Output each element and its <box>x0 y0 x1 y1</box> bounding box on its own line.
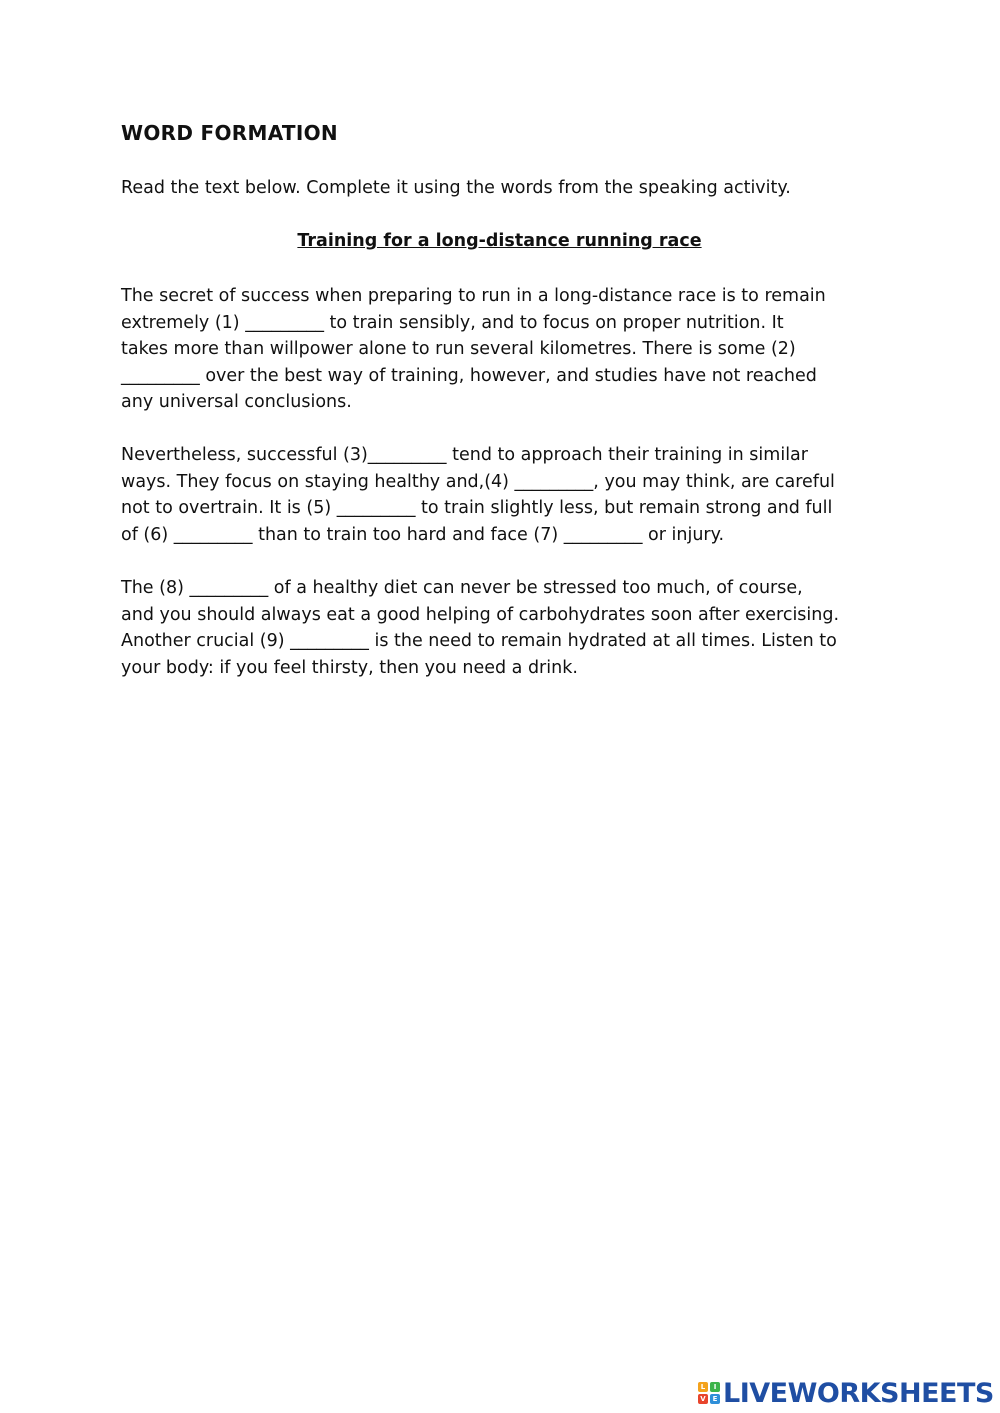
text-title: Training for a long-distance running race <box>297 231 702 251</box>
paragraph-line: not to overtrain. It is (5) _________ to train slightly less, but remain strong and full <box>121 498 833 518</box>
paragraph-line: The (8) _________ of a healthy diet can never be stressed too much, of course, <box>121 578 803 598</box>
paragraph-line: ways. They focus on staying healthy and,(4) _________, you may think, are careful <box>121 471 835 492</box>
logo-mark-tile: L <box>698 1382 708 1392</box>
paragraph-line: _________ over the best way of training, however, and studies have not reached <box>121 365 817 386</box>
liveworksheets-logo-icon <box>698 1382 720 1404</box>
worksheet-instructions: Read the text below. Complete it using the words from the speaking activity. <box>121 178 791 198</box>
paragraph-line: Nevertheless, successful (3)_________ tend to approach their training in similar <box>121 445 808 465</box>
paragraph-line: The secret of success when preparing to run in a long-distance race is to remain <box>121 286 826 306</box>
paragraph-2 <box>121 442 835 548</box>
logo-text: LIVEWORKSHEETS <box>723 1377 994 1409</box>
paragraph-line: extremely (1) _________ to train sensibly, and to focus on proper nutrition. It <box>121 312 784 333</box>
paragraph-line: any universal conclusions. <box>121 392 352 412</box>
logo-mark-tile: E <box>710 1394 720 1404</box>
paragraph-line: your body: if you feel thirsty, then you need a drink. <box>121 657 578 678</box>
paragraph-line: and you should always eat a good helping of carbohydrates soon after exercising. <box>121 604 840 625</box>
worksheet-heading: WORD FORMATION <box>121 121 338 145</box>
paragraph-line: takes more than willpower alone to run several kilometres. There is some (2) <box>121 339 796 359</box>
logo-mark-tile: V <box>698 1394 708 1404</box>
paragraph-line: Another crucial (9) _________ is the need to remain hydrated at all times. Listen to <box>121 631 837 651</box>
paragraph-3 <box>121 575 839 681</box>
liveworksheets-logo[interactable] <box>698 1376 994 1410</box>
paragraph-1 <box>121 283 826 416</box>
logo-mark-tile: I <box>710 1382 720 1392</box>
paragraph-line: of (6) _________ than to train too hard and face (7) _________ or injury. <box>121 524 725 545</box>
